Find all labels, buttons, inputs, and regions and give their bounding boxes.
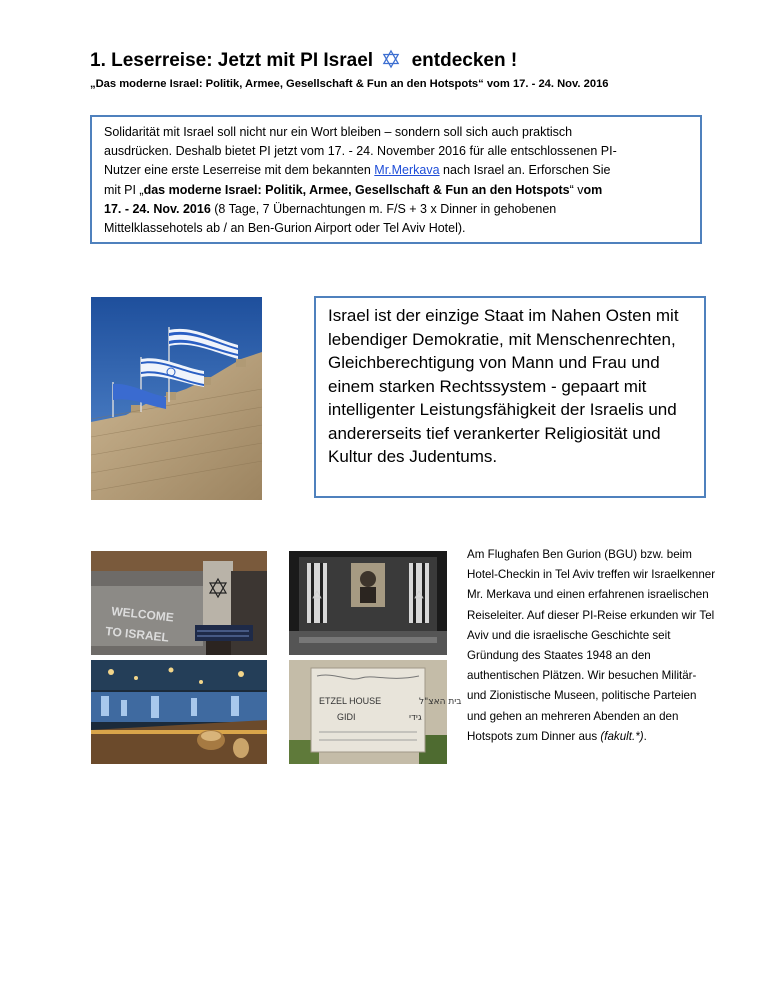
intro-line: Nutzer eine erste Leserreise mit dem bekannten Mr.Merkava nach Israel an. Erforschen Sie: [104, 163, 611, 178]
etzel-house-photo: [289, 660, 462, 764]
title-part1: 1. Leserreise: Jetzt mit PI Israel: [90, 50, 374, 71]
etzel-sign-hebrew: בית האצ"ל: [419, 697, 462, 707]
fakultativ-note: (fakult.*): [600, 729, 644, 743]
mr-merkava-link[interactable]: Mr.Merkava: [374, 163, 440, 178]
intro-line: ausdrücken. Deshalb bietet PI jetzt vom 17. - 24. November 2016 für alle entschlossenen PI-: [104, 144, 617, 159]
flags-wall-photo: [91, 297, 262, 500]
welcome-sign-text-2: TO ISRAEL: [104, 624, 170, 645]
intro-line: mit PI „das moderne Israel: Politik, Armee, Gesellschaft & Fun an den Hotspots“ vom: [104, 182, 603, 197]
star-of-david-icon: [382, 50, 400, 74]
tel-aviv-bar-photo: [91, 660, 267, 764]
page-title: [90, 50, 517, 74]
subtitle: „Das moderne Israel: Politik, Armee, Gesellschaft & Fun an den Hotspots“ vom 17. - 24. Nov. 2016: [90, 78, 609, 90]
trip-description: Am Flughafen Ben Gurion (BGU) bzw. beim Hotel-Checkin in Tel Aviv treffen wir Israelkenner Mr. Merkava und einen erfahrenen israelischen Reiseleiter. Auf dieser PI-Reise erkunden wir Tel Aviv und die israelische Geschichte seit Gründung des Staates 1948 an den authentischen Plätzen. Wir besuchen Militär- und Zionistische Museen, politische Parteien und gehen an mehreren Abenden an den Hotspots zum Dinner aus (fakult.*).: [467, 548, 716, 743]
herzl-portrait-hall-photo: [289, 551, 447, 655]
intro-line: Mittelklassehotels ab / an Ben-Gurion Airport oder Tel Aviv Hotel).: [104, 221, 466, 236]
title-part2: entdecken !: [411, 50, 518, 71]
etzel-sign-hebrew-2: גידי: [409, 713, 422, 723]
etzel-sign-text-2: GIDI: [337, 712, 356, 722]
quote-box: Israel ist der einzige Staat im Nahen Osten mit lebendiger Demokratie, mit Menschenrechten, Gleichberechtigung von Mann und Frau und einem starken Rechtssystem - gepaart mit intelligenter Leistungsfähigkeit der Israelis und andererseits tief verankerter Religiosität und Kultur des Judentums.: [314, 296, 706, 498]
airport-welcome-photo: [91, 551, 267, 655]
welcome-sign-text: WELCOME: [110, 604, 175, 625]
etzel-sign-text: ETZEL HOUSE: [319, 696, 382, 706]
intro-box: [90, 115, 702, 244]
intro-line: Solidarität mit Israel soll nicht nur ein Wort bleiben – sondern soll sich auch praktisch: [104, 125, 573, 139]
intro-line: 17. - 24. Nov. 2016 (8 Tage, 7 Übernachtungen m. F/S + 3 x Dinner in gehobenen: [104, 201, 557, 216]
